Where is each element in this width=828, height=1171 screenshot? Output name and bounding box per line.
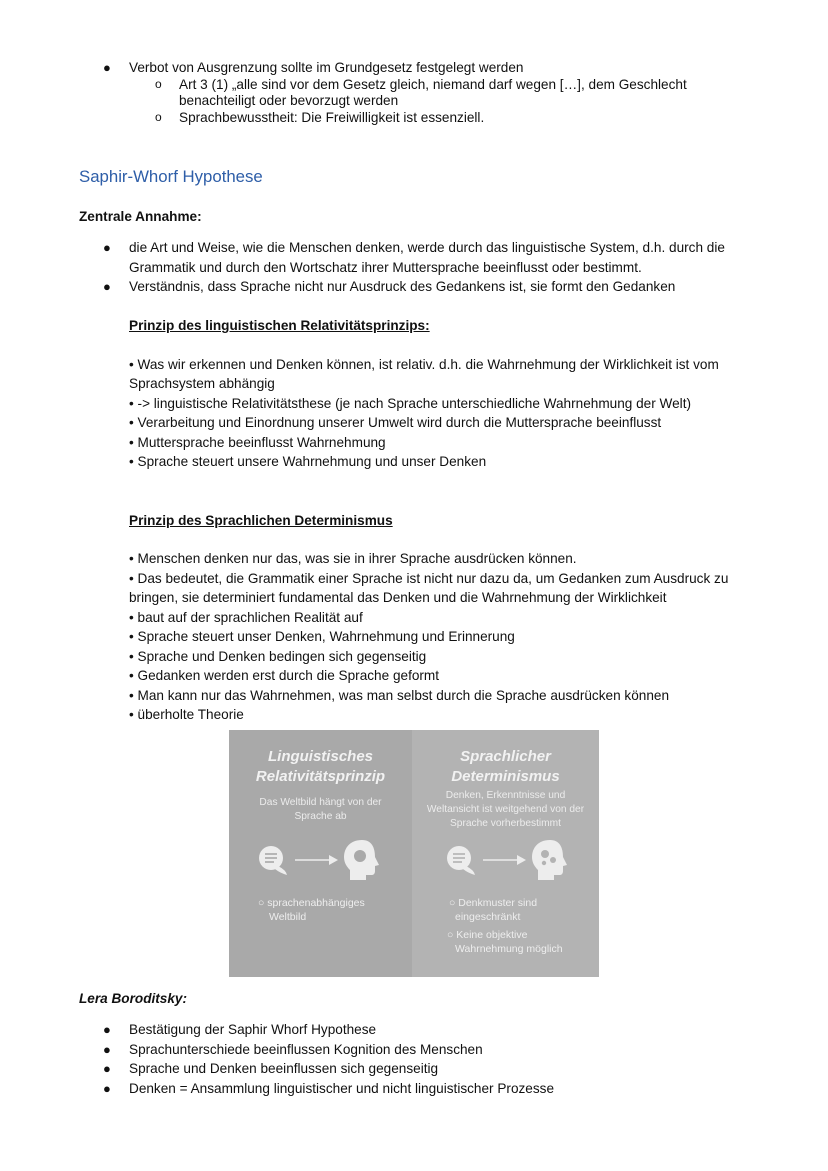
panel-desc: Weltansicht ist weitgehend von der [426,804,585,815]
list-item: die Art und Weise, wie die Menschen denken, werde durch das linguistische System, d.h. durch die [129,240,725,255]
panel-desc: Sprache vorherbestimmt [450,818,561,829]
arrow-right-icon [483,854,527,866]
panel-relativitaet [229,730,412,977]
list-item: Verbot von Ausgrenzung sollte im Grundgesetz festgelegt werden [129,60,524,75]
panel-note: Weltbild [269,911,307,923]
panel-note: ○ Keine objektive [447,929,528,941]
text-line: • Das bedeutet, die Grammatik einer Sprache ist nicht nur dazu da, um Gedanken zum Ausdruck zu [129,571,729,586]
bullet-dot: ● [103,1081,111,1096]
text-line: • Man kann nur das Wahrnehmen, was man selbst durch die Sprache ausdrücken können [129,688,669,703]
text-line: • Was wir erkennen und Denken können, ist relativ. d.h. die Wahrnehmung der Wirklichkeit ist vom [129,357,719,372]
panel-note: ○ sprachenabhängiges [258,897,365,909]
bullet-dot: ● [103,1042,111,1057]
list-item: Sprachunterschiede beeinflussen Kognition des Menschen [129,1042,483,1057]
head-icon [342,838,382,882]
panel-determinismus [412,730,599,977]
panel-note: eingeschränkt [455,911,521,923]
sub-bullet: o [155,77,162,91]
comparison-diagram [229,730,599,977]
text-line: bringen, sie determiniert fundamental das Denken und die Wahrnehmung der Wirklichkeit [129,590,667,605]
text-line: • baut auf der sprachlichen Realität auf [129,610,363,625]
list-item: Sprachbewusstheit: Die Freiwilligkeit ist essenziell. [179,110,485,125]
list-item: Denken = Ansammlung linguistischer und nicht linguistischer Prozesse [129,1081,555,1096]
arrow-right-icon [295,854,339,866]
panel-desc: Denken, Erkenntnisse und [445,790,566,801]
speech-bubble-icon [444,844,480,878]
bullet-dot: ● [103,1022,111,1037]
panel-note: Wahrnehmung möglich [455,943,563,955]
zentrale-label: Zentrale Annahme: [79,209,202,224]
list-item: Sprache und Denken beeinflussen sich gegenseitig [129,1061,439,1076]
text-line: • Verarbeitung und Einordnung unserer Umwelt wird durch die Muttersprache beeinflusst [129,415,662,430]
panel-title: Linguistisches [267,748,374,765]
text-line: • Sprache steuert unser Denken, Wahrnehmung und Erinnerung [129,629,515,644]
bullet-dot: ● [103,1061,111,1076]
panel-desc: Das Weltbild hängt von der [259,797,382,808]
bullet-dot: ● [103,279,111,294]
lera-heading: Lera Boroditsky: [79,991,188,1006]
relativ-heading: Prinzip des linguistischen Relativitätsprinzips: [129,318,430,333]
text-line: • Menschen denken nur das, was sie in ihrer Sprache ausdrücken können. [129,551,577,566]
list-item: Art 3 (1) „alle sind vor dem Gesetz gleich, niemand darf wegen […], dem Geschlecht [179,77,687,92]
section-title: Saphir-Whorf Hypothese [79,167,263,186]
text-line: • überholte Theorie [129,707,244,722]
text-line: • Sprache steuert unsere Wahrnehmung und unser Denken [129,454,487,469]
head-with-gears-icon [530,838,570,882]
panel-title: Relativitätsprinzip [255,768,386,785]
text-line: • Muttersprache beeinflusst Wahrnehmung [129,435,386,450]
speech-bubble-icon [256,844,292,878]
bullet-dot: ● [103,60,111,75]
sub-bullet: o [155,110,162,124]
list-item-continuation: benachteiligt oder bevorzugt werden [179,93,399,108]
panel-title: Determinismus [451,768,560,785]
list-item: Bestätigung der Saphir Whorf Hypothese [129,1022,377,1037]
bullet-dot: ● [103,240,111,255]
determ-heading: Prinzip des Sprachlichen Determinismus [129,513,393,528]
text-line: • Gedanken werden erst durch die Sprache geformt [129,668,440,683]
list-item-continuation: Grammatik und durch den Wortschatz ihrer Muttersprache beeinflusst oder bestimmt. [129,260,642,275]
text-line: Sprachsystem abhängig [129,376,275,391]
text-line: • Sprache und Denken bedingen sich gegenseitig [129,649,427,664]
text-line: • -> linguistische Relativitätsthese (je nach Sprache unterschiedliche Wahrnehmung der Welt) [129,396,692,411]
panel-title: Sprachlicher [460,748,551,765]
list-item: Verständnis, dass Sprache nicht nur Ausdruck des Gedankens ist, sie formt den Gedanken [129,279,676,294]
panel-note: ○ Denkmuster sind [449,897,538,909]
panel-desc: Sprache ab [294,811,347,822]
